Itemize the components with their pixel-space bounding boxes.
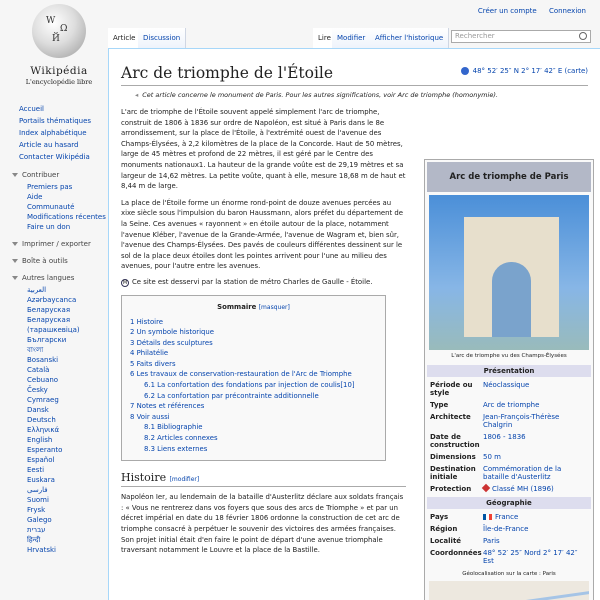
sidebar-contribute-item[interactable]: Communauté	[27, 203, 75, 211]
seine-river	[429, 587, 589, 600]
toc-title	[130, 302, 377, 314]
chevron-down-icon	[12, 242, 18, 246]
sidebar-nav-item[interactable]: Accueil	[19, 105, 44, 113]
infobox-row-value[interactable]: Néoclassique	[483, 381, 530, 389]
paragraph-3: Napoléon Ier, au lendemain de la bataille d'Austerlitz déclare aux soldats français : « Vous ne rentrerez dans vos foyers que sous des arcs de Triomphe » et par un décret impérial en date du 18 février 1806 ordonne la construction de cet arc de triomphe consacré à perpétuer le souvenir des victoires des armées françaises. Son projet initial était d'en faire le point de départ d'une avenue triomphale traversant notamment le Louvre et la place de la Bastille.	[121, 493, 404, 555]
location-map[interactable]	[429, 581, 589, 600]
sidebar-language-item[interactable]: עברית	[27, 526, 46, 534]
toc-item[interactable]: 6.2 La confortation par précontrainte additionnelle	[144, 391, 319, 400]
table-of-contents	[121, 295, 386, 461]
section-edit-link[interactable]: [modifier]	[169, 476, 200, 484]
sidebar-language-item[interactable]: English	[27, 436, 53, 444]
infobox-row	[427, 483, 591, 495]
sidebar-language-item[interactable]: Cymraeg	[27, 396, 59, 404]
infobox-row-key: Date de construction	[430, 433, 480, 449]
page-title	[121, 64, 588, 86]
sidebar-language-item[interactable]: বাংলা	[27, 346, 44, 354]
toc-item[interactable]: 8.2 Articles connexes	[144, 434, 218, 443]
infobox-row-key: Destination initiale	[430, 465, 476, 481]
infobox-row	[427, 411, 591, 431]
intro-text	[121, 107, 406, 272]
logo-tagline: L'encyclopédie libre	[25, 78, 93, 86]
infobox-row	[427, 431, 591, 451]
create-account-link[interactable]: Créer un compte	[477, 7, 537, 15]
infobox-row-value[interactable]: 1806 - 1836	[483, 433, 526, 441]
sidebar-language-item[interactable]: Български	[27, 336, 67, 344]
paragraph-1: L'arc de triomphe de l'Étoile souvent appelé simplement l'arc de triomphe, construit de 1806 à 1836 sur ordre de Napoléon, est situé à Paris dans le 8e arrondissement, sur la place de l'Étoile, à l'extrémité ouest de l'avenue des Champs-Élysées, à 2,2 kilomètres de la place de la Concorde. Haut de 50 mètres, large de 45 mètres et profond de 22 mètres, il est géré par le Centre des monuments nationaux1. La hauteur de la grande voûte est de 29,19 mètres et sa largeur de 14,62 mètres. La petite voûte, quant à elle, mesure 18,68 m de haut et 8,44 m de large.	[121, 108, 406, 191]
metro-text: Ce site est desservi par la station de métro Charles de Gaulle - Étoile.	[132, 277, 373, 286]
sidebar-header-languages[interactable]: Autres langues	[0, 273, 110, 283]
site-logo[interactable]	[14, 4, 104, 96]
sidebar-language-item[interactable]: Eesti	[27, 466, 45, 474]
infobox-row	[427, 511, 591, 523]
sidebar-header-contribute[interactable]: Contribuer	[0, 170, 110, 180]
disambiguation-icon: ◂	[135, 91, 139, 99]
sidebar-language-item[interactable]: Català	[27, 366, 50, 374]
login-link[interactable]: Connexion	[548, 7, 586, 15]
infobox-row-value[interactable]: Arc de triomphe	[483, 401, 540, 409]
infobox-title: Arc de triomphe de Paris	[427, 162, 591, 192]
tab-read[interactable]: Lire	[313, 28, 337, 48]
sidebar-language-item[interactable]: Deutsch	[27, 416, 56, 424]
chevron-down-icon	[12, 259, 18, 263]
sidebar-nav-item[interactable]: Index alphabétique	[19, 129, 87, 137]
sidebar-header-print[interactable]: Imprimer / exporter	[0, 239, 110, 249]
toc-title-text: Sommaire	[217, 302, 257, 311]
tab-article[interactable]: Article	[108, 28, 141, 48]
sidebar-language-item[interactable]: Беларуская	[27, 306, 71, 314]
tab-discussion[interactable]: Discussion	[138, 28, 186, 48]
infobox-section-presentation: Présentation	[427, 365, 591, 377]
sidebar-language-item[interactable]: Cebuano	[27, 376, 59, 384]
infobox-row	[427, 379, 591, 399]
infobox-row	[427, 463, 591, 483]
infobox-row-value[interactable]: Jean-François-Thérèse Chalgrin	[483, 413, 560, 429]
sidebar-language-item[interactable]: Galego	[27, 516, 52, 524]
infobox-row-value[interactable]: 48° 52′ 25″ Nord 2° 17′ 42″ Est	[483, 549, 578, 565]
toc-item[interactable]: 6 Les travaux de conservation-restauration de l'Arc de Triomphe	[130, 370, 352, 379]
sidebar	[0, 103, 110, 555]
infobox-row-value[interactable]: 50 m	[483, 453, 501, 461]
toc-item[interactable]: 4 Philatélie	[130, 349, 169, 358]
infobox-image[interactable]	[429, 195, 589, 350]
coordinates[interactable]	[461, 67, 588, 75]
infobox-row-value[interactable]: Commémoration de la bataille d'Austerlitz	[483, 465, 562, 481]
infobox-row-key: Type	[430, 401, 449, 409]
page-title-text: Arc de triomphe de l'Étoile	[121, 64, 334, 82]
geolocation-caption: Géolocalisation sur la carte : Paris	[462, 571, 556, 577]
search-input[interactable]	[451, 30, 591, 43]
sidebar-contribute-item[interactable]: Modifications récentes	[27, 213, 106, 221]
sidebar-contribute-item[interactable]: Premiers pas	[27, 183, 73, 191]
infobox-row-key: Coordonnées	[430, 549, 482, 557]
infobox-row-key: Architecte	[430, 413, 471, 421]
infobox-row-key: Pays	[430, 513, 449, 521]
sidebar-language-item[interactable]: Hrvatski	[27, 546, 56, 554]
infobox-row-value[interactable]: Île-de-France	[483, 525, 529, 533]
sidebar-language-item[interactable]: हिन्दी	[27, 536, 41, 544]
toc-item[interactable]: 8.3 Liens externes	[144, 444, 208, 453]
monument-historique-icon	[482, 484, 490, 492]
sidebar-language-item[interactable]: Esperanto	[27, 446, 63, 454]
infobox-row	[427, 547, 591, 567]
infobox-row-value[interactable]: France	[483, 513, 588, 521]
puzzle-globe-icon: W Ω Й	[32, 4, 86, 58]
toc-item[interactable]: 8.1 Bibliographie	[144, 423, 203, 432]
user-links	[468, 7, 586, 15]
metro-icon: M	[122, 279, 128, 286]
sidebar-contribute-item[interactable]: Faire un don	[27, 223, 71, 231]
toc-item[interactable]: 2 Un symbole historique	[130, 328, 215, 337]
sidebar-language-item[interactable]: Frysk	[27, 506, 46, 514]
sidebar-language-item[interactable]: Azərbaycanca	[27, 296, 77, 304]
sidebar-nav-item[interactable]: Portails thématiques	[19, 117, 92, 125]
sidebar-language-item[interactable]: Bosanski	[27, 356, 59, 364]
infobox-row-key: Localité	[430, 537, 462, 545]
sidebar-header-tools[interactable]: Boîte à outils	[0, 256, 110, 266]
sidebar-nav-item[interactable]: Article au hasard	[19, 141, 79, 149]
infobox-geo-rows	[427, 511, 591, 567]
chevron-down-icon	[12, 173, 18, 177]
toc-item[interactable]: 5 Faits divers	[130, 359, 176, 368]
infobox-row-key: Région	[430, 525, 458, 533]
sidebar-language-item[interactable]: Suomi	[27, 496, 49, 504]
hatnote	[135, 91, 588, 99]
infobox-rows	[427, 379, 591, 495]
infobox	[424, 159, 594, 600]
toc-item[interactable]: 8 Voir aussi	[130, 412, 170, 421]
toc-item[interactable]: 6.1 La confortation des fondations par injection de coulis[10]	[144, 381, 355, 390]
tab-history[interactable]: Afficher l'historique	[370, 28, 449, 48]
article-content	[108, 48, 600, 600]
infobox-row	[427, 399, 591, 411]
search-placeholder: Rechercher	[455, 32, 495, 40]
france-flag-icon	[483, 514, 492, 520]
coordinates-text[interactable]: 48° 52′ 25″ N 2° 17′ 42″ E (carte)	[472, 67, 588, 75]
toc-item[interactable]: 1 Histoire	[130, 317, 164, 326]
toc-item[interactable]: 3 Détails des sculptures	[130, 338, 213, 347]
paragraph-2: La place de l'Étoile forme un énorme rond-point de douze avenues percées au xixe siècle sous l'impulsion du baron Haussmann, alors préfet du département de la Seine. Ces avenues « rayonnent » en étoile autour de la place, notamment l'avenue Kléber, l'avenue de la Grande-Armée, l'avenue de Wagram et, bien sûr, l'avenue des Champs-Élysées. Des pavés de couleurs différentes dessinent sur le sol de la place deux étoiles dont les pointes arrivent pour l'une au milieu des avenues, pour l'autre entre les avenues.	[121, 198, 404, 271]
infobox-row-key: Dimensions	[430, 453, 476, 461]
infobox-row-key: Protection	[430, 485, 472, 493]
infobox-section-geography: Géographie	[427, 497, 591, 509]
tab-edit[interactable]: Modifier	[332, 28, 371, 48]
infobox-row	[427, 535, 591, 547]
infobox-row-key: Période ou style	[430, 381, 473, 397]
sidebar-language-item[interactable]: Беларуская (тарашкевіца)	[27, 316, 80, 334]
infobox-row	[427, 523, 591, 535]
hatnote-text: Cet article concerne le monument de Paris. Pour les autres significations, voir Arc de triomphe (homonymie).	[142, 91, 498, 99]
infobox-row-value[interactable]: Paris	[483, 537, 500, 545]
infobox-caption: L'arc de triomphe vu des Champs-Élysées	[451, 353, 567, 359]
sidebar-language-item[interactable]: Español	[27, 456, 55, 464]
search-icon[interactable]	[579, 32, 587, 40]
sidebar-language-item[interactable]: العربية	[27, 286, 47, 294]
toc-list	[130, 317, 377, 455]
sidebar-nav-item[interactable]: Contacter Wikipédia	[19, 153, 90, 161]
arc-de-triomphe-image	[464, 217, 559, 337]
logo-name: Wikipédia	[30, 65, 88, 77]
infobox-row	[427, 451, 591, 463]
sidebar-language-item[interactable]: Ελληνικά	[27, 426, 60, 434]
history-text	[121, 492, 406, 556]
sidebar-language-item[interactable]: Dansk	[27, 406, 49, 414]
section-heading-histoire	[121, 471, 406, 487]
chevron-down-icon	[12, 276, 18, 280]
sidebar-language-item[interactable]: فارسی	[27, 486, 48, 494]
toc-item[interactable]: 7 Notes et références	[130, 402, 205, 411]
sidebar-contribute-item[interactable]: Aide	[27, 193, 43, 201]
section-heading-text: Histoire	[121, 471, 167, 485]
toc-hide-link[interactable]: [masquer]	[258, 303, 290, 311]
sidebar-language-item[interactable]: Česky	[27, 386, 48, 394]
sidebar-language-item[interactable]: Euskara	[27, 476, 55, 484]
infobox-row-value[interactable]: Classé MH (1896)	[483, 485, 588, 493]
globe-icon	[461, 67, 469, 75]
